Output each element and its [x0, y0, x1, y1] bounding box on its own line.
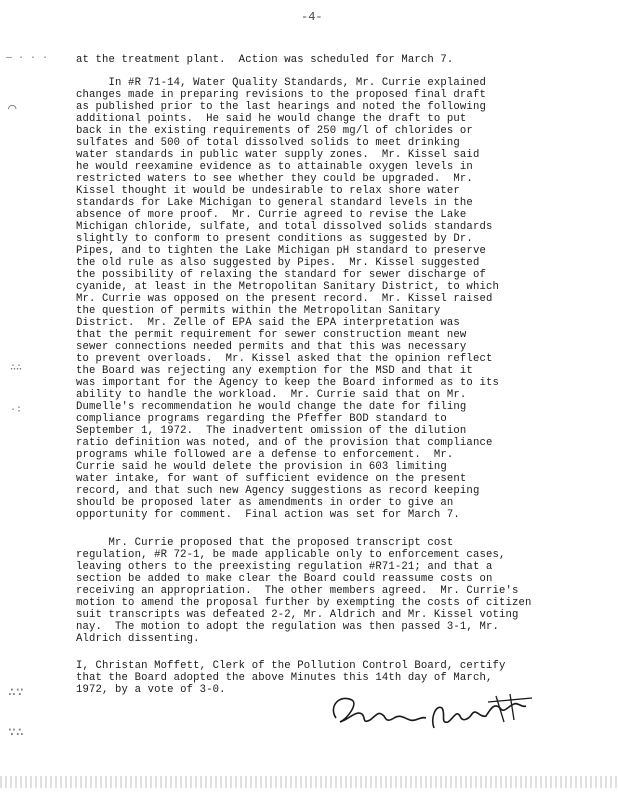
text-line: section be added to make clear the Board could reassume costs on [76, 573, 493, 585]
text-line: water intake, for want of sufficient evidence on the present [76, 473, 467, 485]
text-line: Mr. Currie was opposed on the present record. Mr. Kissel raised [76, 293, 493, 305]
text-line: at the treatment plant. Action was scheduled for March 7. [76, 54, 454, 66]
scan-artifact [0, 776, 618, 788]
text-line: sewer connections needed permits and that this was necessary [76, 341, 467, 353]
text-line: restricted waters to see whether they could be upgraded. Mr. [76, 173, 473, 185]
text-line: the old rule as also suggested by Pipes. Mr. Kissel suggested [76, 257, 480, 269]
signature [318, 688, 538, 736]
text-line: compliance programs regarding the Pfeffer BOD standard to [76, 413, 447, 425]
text-line: absence of more proof. Mr. Currie agreed to revise the Lake [76, 209, 467, 221]
text-line: nay. The motion to adopt the regulation was then passed 3-1, Mr. [76, 621, 499, 633]
text-line: the Board was rejecting any exemption for the MSD and that it [76, 365, 473, 377]
margin-mark: ·∶ [10, 405, 23, 416]
text-line: programs while followed are a defense to enforcement. Mr. [76, 449, 454, 461]
text-line: he would reexamine evidence as to attainable oxygen levels in [76, 161, 473, 173]
text-line: record, and that such new Agency suggestions as record keeping [76, 485, 480, 497]
text-line: as published prior to the last hearings and noted the following [76, 101, 486, 113]
text-line: that the Board adopted the above Minutes this 14th day of March, [76, 672, 493, 684]
text-line: standards for Lake Michigan to general standard levels in the [76, 197, 473, 209]
text-line: receiving an appropriation. The other members agreed. Mr. Currie's [76, 585, 519, 597]
margin-mark: — · · · [6, 53, 49, 64]
text-line: sulfates and 500 of total dissolved solids to meet drinking [76, 137, 460, 149]
text-line: Aldrich dissenting. [76, 633, 200, 645]
text-line: leaving others to the preexisting regulation #R71-21; and that a [76, 561, 493, 573]
text-line: District. Mr. Zelle of EPA said the EPA interpretation was [76, 317, 460, 329]
text-line: Pipes, and to tighten the Lake Michigan pH standard to preserve [76, 245, 486, 257]
text-line: Michigan chloride, sulfate, and total dissolved solids standards [76, 221, 493, 233]
page-number: -4- [301, 10, 323, 24]
text-line: Dumelle's recommendation he would change the date for filing [76, 401, 467, 413]
text-line: regulation, #R 72-1, be made applicable only to enforcement cases, [76, 549, 506, 561]
text-line: I, Christan Moffett, Clerk of the Pollution Control Board, certify [76, 660, 506, 672]
text-line: the possibility of relaxing the standard for sewer discharge of [76, 269, 486, 281]
margin-mark: ⌒ [8, 101, 17, 117]
text-line: cyanide, at least in the Metropolitan Sanitary District, to which [76, 281, 499, 293]
text-line: ability to handle the workload. Mr. Currie said that on Mr. [76, 389, 467, 401]
text-line: Currie said he would delete the provision in 603 limiting [76, 461, 447, 473]
text-line: that the permit requirement for sewer construction meant new [76, 329, 467, 341]
text-line: In #R 71-14, Water Quality Standards, Mr. Currie explained [76, 77, 486, 89]
text-line: motion to amend the proposal further by exempting the costs of citizen [76, 597, 532, 609]
text-line: ratio definition was noted, and of the provision that compliance [76, 437, 493, 449]
text-line: opportunity for comment. Final action was set for March 7. [76, 509, 460, 521]
text-line: water standards in public water supply zones. Mr. Kissel said [76, 149, 480, 161]
margin-mark: ∴∴ [10, 363, 23, 374]
margin-mark: ∴∵ [8, 685, 24, 700]
text-line: September 1, 1972. The inadvertent omission of the dilution [76, 425, 467, 437]
text-line: changes made in preparing revisions to the proposed final draft [76, 89, 486, 101]
text-line: suit transcripts was defeated 2-2, Mr. Aldrich and Mr. Kissel voting [76, 609, 519, 621]
text-line: back in the existing requirements of 250 mg/l of chlorides or [76, 125, 473, 137]
text-line: additional points. He said he would change the draft to put [76, 113, 467, 125]
text-line: 1972, by a vote of 3-0. [76, 684, 226, 696]
text-line: was important for the Agency to keep the Board informed as to its [76, 377, 499, 389]
margin-mark: ∵∴ [8, 725, 24, 740]
text-line: Mr. Currie proposed that the proposed transcript cost [76, 537, 454, 549]
text-line: Kissel thought it would be undesirable to relax shore water [76, 185, 460, 197]
text-line: the question of permits within the Metropolitan Sanitary [76, 305, 441, 317]
text-line: slightly to conform to present conditions as suggested by Dr. [76, 233, 473, 245]
text-line: to prevent overloads. Mr. Kissel asked that the opinion reflect [76, 353, 493, 365]
text-line: should be proposed later as amendments in order to give an [76, 497, 454, 509]
